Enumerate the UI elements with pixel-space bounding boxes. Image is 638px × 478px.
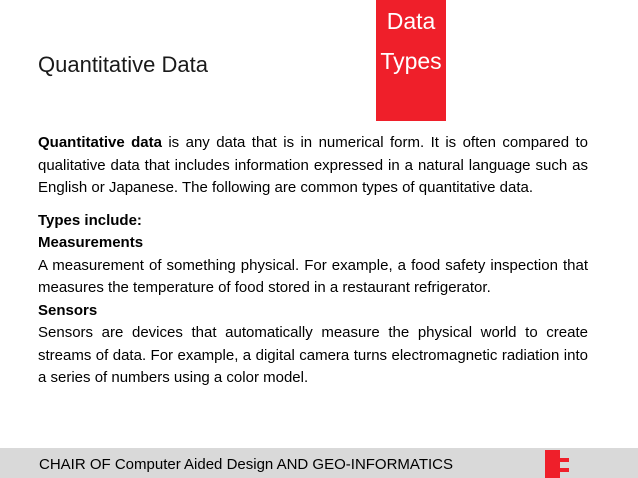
- measurements-heading: Measurements: [38, 234, 144, 251]
- intro-text: is any data that is in numerical form. It is often compared to qualitative data that includes information expressed in a natural language such as English or Japanese. The following are common types of quantitative data.: [38, 134, 588, 196]
- footer-text: CHAIR OF Computer Aided Design AND GEO-INFORMATICS: [39, 456, 453, 473]
- measurements-text: A measurement of something physical. For example, a food safety inspection that measures the temperature of food stored in a restaurant refrigerator.: [38, 256, 588, 296]
- slide-body: [38, 132, 588, 390]
- sensors-text: Sensors are devices that automatically measure the physical world to create streams of data. For example, a digital camera turns electromagnetic radiation into a series of numbers using a color model.: [38, 324, 588, 386]
- intro-term: Quantitative data: [38, 134, 162, 151]
- sensors-heading: Sensors: [38, 301, 98, 319]
- types-heading: Types include:: [38, 211, 142, 229]
- section-tab-line1: Data: [386, 8, 436, 34]
- section-tab: [376, 0, 446, 121]
- slide-title: Quantitative Data: [38, 52, 208, 77]
- section-tab-line2: Types: [380, 48, 442, 74]
- intro-paragraph: [38, 132, 588, 200]
- chair-logo-icon: [543, 450, 573, 478]
